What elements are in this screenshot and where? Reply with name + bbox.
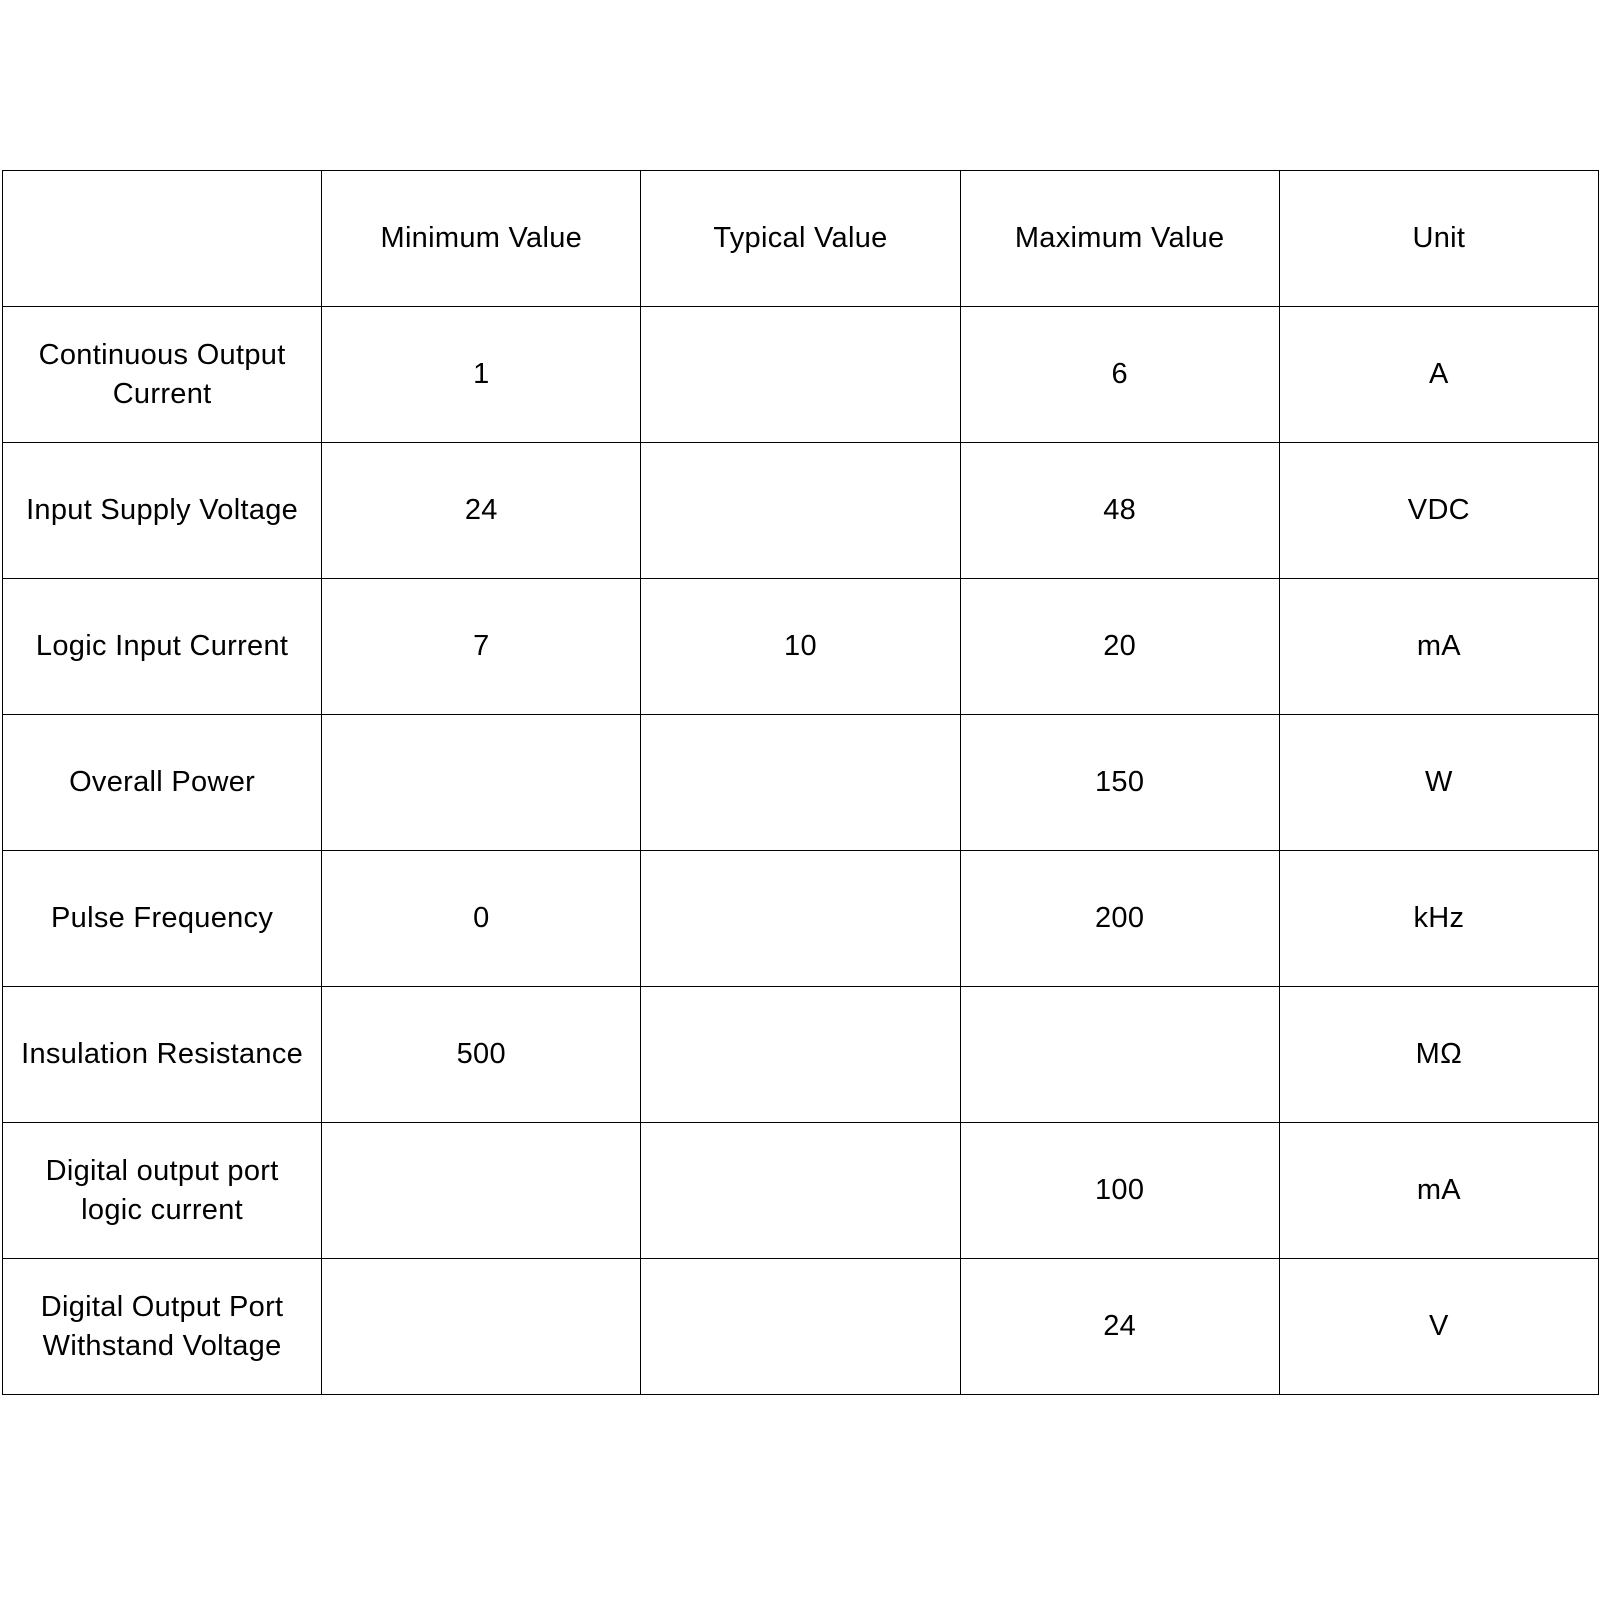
unit-cell: kHz [1279,851,1598,987]
unit-cell: VDC [1279,443,1598,579]
minimum-value-cell: 24 [322,443,641,579]
minimum-value-cell: 500 [322,987,641,1123]
parameter-cell: Insulation Resistance [3,987,322,1123]
unit-cell: W [1279,715,1598,851]
table-row [3,1123,1599,1259]
typical-value-cell [641,987,960,1123]
parameter-cell: Logic Input Current [3,579,322,715]
minimum-value-cell [322,1123,641,1259]
unit-cell: MΩ [1279,987,1598,1123]
table-row [3,987,1599,1123]
minimum-value-cell: 0 [322,851,641,987]
typical-value-cell [641,851,960,987]
unit-cell: A [1279,307,1598,443]
header-cell-typical: Typical Value [641,171,960,307]
maximum-value-cell: 6 [960,307,1279,443]
minimum-value-cell: 1 [322,307,641,443]
table-row [3,307,1599,443]
typical-value-cell [641,715,960,851]
typical-value-cell [641,1123,960,1259]
header-cell-parameter [3,171,322,307]
header-cell-maximum: Maximum Value [960,171,1279,307]
table-row [3,715,1599,851]
table-row [3,1259,1599,1395]
maximum-value-cell: 20 [960,579,1279,715]
maximum-value-cell: 24 [960,1259,1279,1395]
header-cell-minimum: Minimum Value [322,171,641,307]
minimum-value-cell [322,1259,641,1395]
header-row [3,171,1599,307]
unit-cell: mA [1279,1123,1598,1259]
maximum-value-cell [960,987,1279,1123]
maximum-value-cell: 150 [960,715,1279,851]
table-row [3,443,1599,579]
typical-value-cell [641,1259,960,1395]
header-cell-unit: Unit [1279,171,1598,307]
specification-table [2,170,1599,1395]
table-row [3,579,1599,715]
parameter-cell: Overall Power [3,715,322,851]
parameter-cell: Pulse Frequency [3,851,322,987]
typical-value-cell [641,443,960,579]
minimum-value-cell [322,715,641,851]
typical-value-cell: 10 [641,579,960,715]
typical-value-cell [641,307,960,443]
parameter-cell: Digital output port logic current [3,1123,322,1259]
table-row [3,851,1599,987]
maximum-value-cell: 100 [960,1123,1279,1259]
parameter-cell: Digital Output Port Withstand Voltage [3,1259,322,1395]
parameter-cell: Input Supply Voltage [3,443,322,579]
parameter-cell: Continuous Output Current [3,307,322,443]
maximum-value-cell: 48 [960,443,1279,579]
unit-cell: V [1279,1259,1598,1395]
unit-cell: mA [1279,579,1598,715]
minimum-value-cell: 7 [322,579,641,715]
maximum-value-cell: 200 [960,851,1279,987]
